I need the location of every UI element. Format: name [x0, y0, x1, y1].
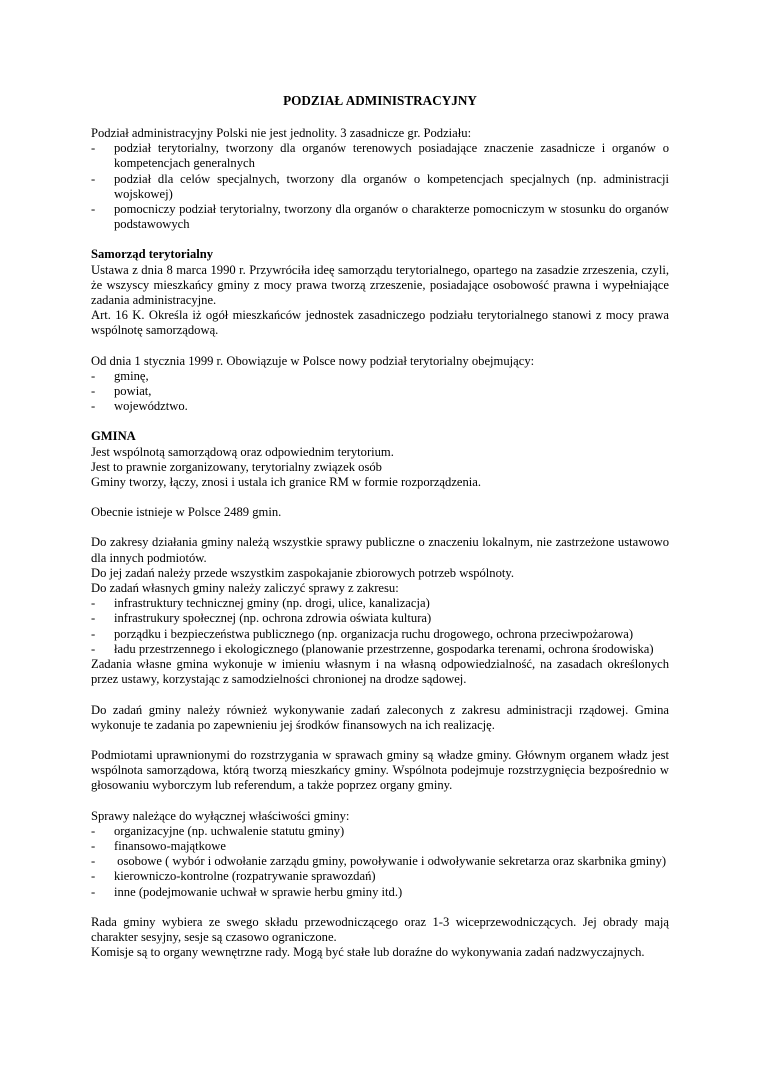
list-item: - ładu przestrzennego i ekologicznego (planowanie przestrzenne, gospodarka terenami, ochrona środowiska): [91, 642, 669, 657]
podzial-1999-text: Od dnia 1 stycznia 1999 r. Obowiązuje w Polsce nowy podział terytorialny obejmujący:: [91, 353, 535, 368]
samorzad-paragraph-2: Art. 16 K. Określa iż ogół mieszkańców jednostek zasadniczego podziału terytorialnego stanowi z mocy prawa wspólnotę samorządową.: [91, 308, 669, 338]
gmina-line: Jest wspólnotą samorządową oraz odpowiednim terytorium.: [91, 444, 394, 459]
zakres-paragraph-2: Do jej zadań należy przede wszystkim zaspokajanie zbiorowych potrzeb wspólnoty.: [91, 565, 515, 580]
gmina-count: Obecnie istnieje w Polsce 2489 gmin.: [91, 505, 282, 520]
list-item: - porządku i bezpieczeństwa publicznego (np. organizacja ruchu drogowego, ochrona przeciwpożarowa): [91, 627, 669, 642]
list-item: - osobowe ( wybór i odwołanie zarządu gminy, powoływanie i odwoływanie sekretarza oraz skarbnika gminy): [91, 854, 669, 869]
list-item: - infrastruktury technicznej gminy (np. drogi, ulice, kanalizacja): [91, 596, 669, 611]
rada-paragraph-2: Komisje są to organy wewnętrzne rady. Mogą być stałe lub doraźne do wykonywania zadań nadzwyczajnych.: [91, 945, 645, 960]
list-item: - pomocniczy podział terytorialny, tworzony dla organów o charakterze pomocniczym w stosunku do organów podstawowych: [91, 202, 669, 232]
gmina-line: Gminy tworzy, łączy, znosi i ustala ich granice RM w formie rozporządzenia.: [91, 475, 482, 490]
intro-text: Podział administracyjny Polski nie jest jednolity. 3 zasadnicze gr. Podziału:: [91, 126, 472, 140]
zakres-list: [91, 596, 669, 657]
list-item: - finansowo-majątkowe: [91, 839, 669, 854]
list-item: - kierowniczo-kontrolne (rozpatrywanie sprawozdań): [91, 869, 669, 884]
podzial-1999-list: [91, 369, 669, 415]
section-heading-gmina: GMINA: [91, 429, 136, 444]
samorzad-paragraph-1: Ustawa z dnia 8 marca 1990 r. Przywróciła ideę samorządu terytorialnego, opartego na zasadzie zrzeszenia, czyli, że wszyscy mieszkańcy gminy z mocy prawa tworzą zrzeszenie, posiadające osobowość prawna i wypełniające zadania administracyjne.: [91, 262, 669, 308]
list-item: - podział terytorialny, tworzony dla organów terenowych posiadające znaczenie zasadnicze i organów o kompetencjach generalnych: [91, 141, 669, 171]
zakres-paragraph-4: Zadania własne gmina wykonuje w imieniu własnym i na własną odpowiedzialność, na zasadach określonych przez ustawy, korzystając z samodzielności chronionej na drodze sądowej.: [91, 657, 669, 687]
document-title: PODZIAŁ ADMINISTRACYJNY: [283, 93, 477, 108]
section-heading-samorzad: Samorząd terytorialny: [91, 247, 214, 262]
list-item: - podział dla celów specjalnych, tworzony dla organów o kompetencjach specjalnych (np. administracji wojskowej): [91, 172, 669, 202]
list-item: - powiat,: [91, 384, 669, 399]
list-item: - organizacyjne (np. uchwalenie statutu gminy): [91, 824, 669, 839]
list-item: - inne (podejmowanie uchwał w sprawie herbu gminy itd.): [91, 885, 669, 900]
intro-list: [91, 141, 669, 232]
list-item: - województwo.: [91, 399, 669, 414]
sprawy-list: [91, 824, 669, 900]
zakres-paragraph-1: Do zakresy działania gminy należą wszystkie sprawy publiczne o znaczeniu lokalnym, nie zastrzeżone ustawowo dla innych podmiotów.: [91, 535, 669, 565]
rada-paragraph-1: Rada gminy wybiera ze swego składu przewodniczącego oraz 1-3 wiceprzewodniczących. Jej obrady mają charakter sesyjny, sesje są czasowo ograniczone.: [91, 914, 669, 944]
list-item: - gminę,: [91, 369, 669, 384]
podmioty-paragraph: Podmiotami uprawnionymi do rozstrzygania w sprawach gminy są władze gminy. Głównym organem władz jest wspólnota samorządowa, którą tworzą mieszkańcy gminy. Wspólnota podejmuje rozstrzygnięcia bezpośrednio w głosowaniu wyborczym lub referendum, a także poprzez organy gminy.: [91, 747, 669, 793]
gmina-line: Jest to prawnie zorganizowany, terytorialny związek osób: [91, 459, 382, 474]
zlecone-paragraph: Do zadań gminy należy również wykonywanie zadań zaleconych z zakresu administracji rządowej. Gmina wykonuje te zadania po zapewnieniu jej środków finansowych na ich realizację.: [91, 702, 669, 732]
document-page: [91, 93, 669, 960]
zakres-paragraph-3: Do zadań własnych gminy należy zaliczyć sprawy z zakresu:: [91, 581, 399, 596]
sprawy-text: Sprawy należące do wyłącznej właściwości gminy:: [91, 808, 350, 823]
list-item: - infrastrukury społecznej (np. ochrona zdrowia oświata kultura): [91, 611, 669, 626]
